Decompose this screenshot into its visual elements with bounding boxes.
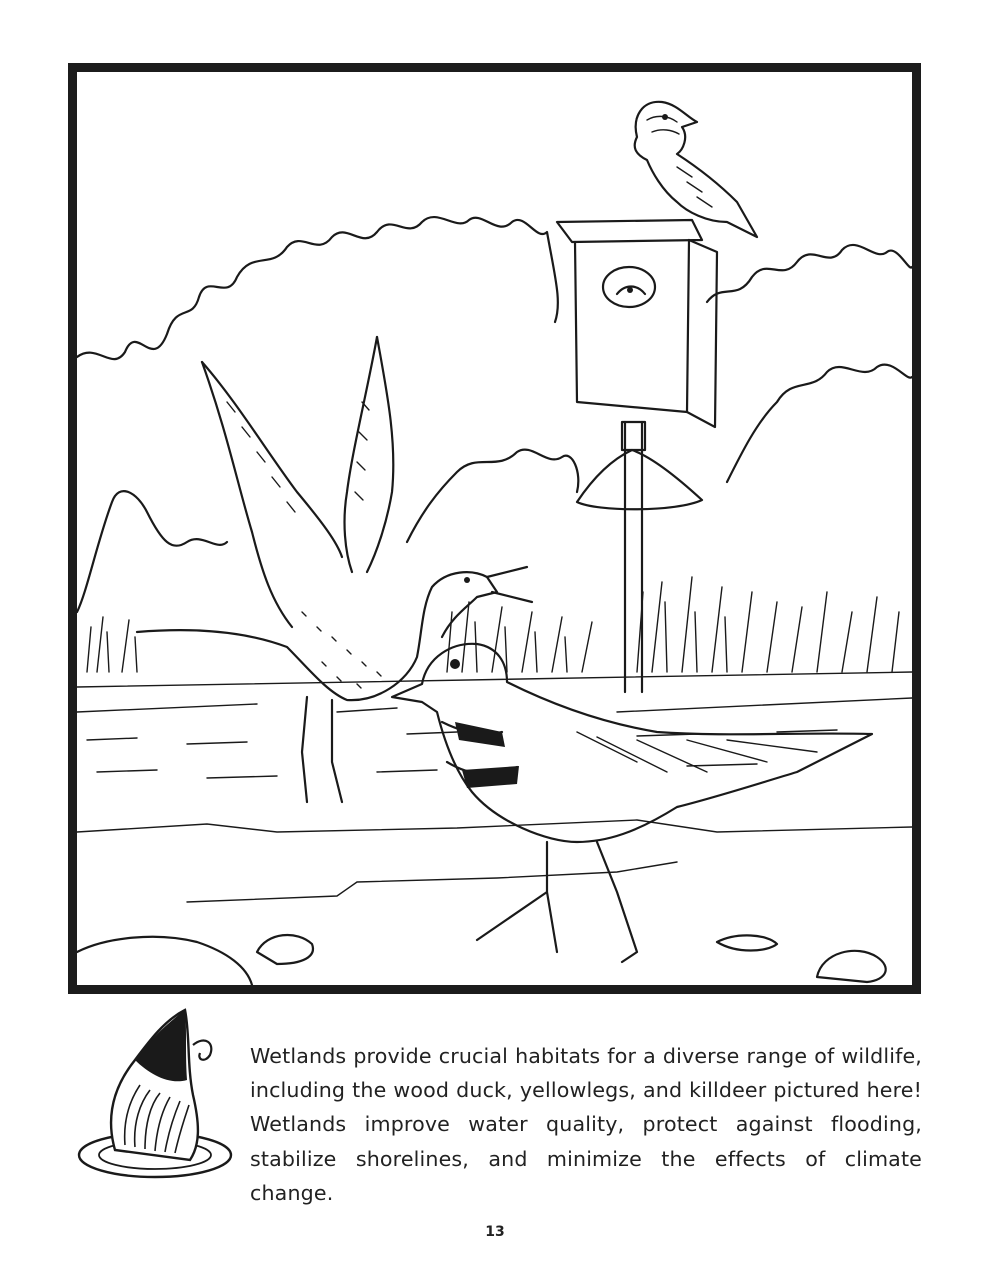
killdeer	[392, 644, 872, 962]
nest-box	[557, 220, 717, 692]
bushes-right	[727, 365, 912, 482]
shore-rocks	[77, 935, 886, 985]
tree-line-left	[77, 217, 558, 359]
water-surface	[77, 672, 912, 902]
page-number: 13	[485, 1224, 505, 1240]
bushes-mid	[407, 450, 578, 542]
bushes-left	[77, 491, 227, 612]
caption-paragraph: Wetlands provide crucial habitats for a diverse range of wildlife, including the wood duck, yellowlegs, and killdeer pictured here! Wetlands improve water quality, protect against flooding, stabilize shorelines, and minimize the effects of climate change.	[250, 1043, 922, 1206]
dabbling-duck-icon	[75, 1005, 235, 1190]
wetland-birds-illustration	[77, 72, 912, 985]
tree-line-right	[707, 245, 912, 302]
coloring-illustration-frame	[68, 63, 921, 994]
wood-duck-perched	[635, 102, 757, 237]
